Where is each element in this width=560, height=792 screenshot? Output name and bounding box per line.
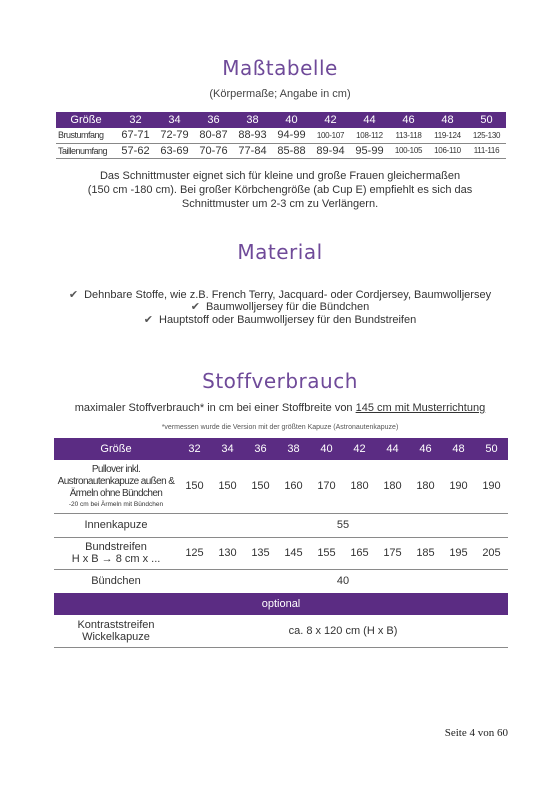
- size-table-header-cell: Größe: [56, 112, 116, 128]
- material-item-text: Hauptstoff oder Baumwolljersey für den Bundstreifen: [159, 314, 417, 326]
- table-cell: 106-110: [428, 143, 467, 158]
- fabric-table-header-cell: 44: [376, 438, 409, 460]
- stoffverbrauch-title: Stoffverbrauch: [202, 369, 358, 393]
- pullover-label-line: Austronautenkapuze außen &: [57, 475, 175, 487]
- fabric-table-header-cell: 46: [409, 438, 442, 460]
- fabric-table-header-cell: 34: [211, 438, 244, 460]
- table-cell: 135: [244, 537, 277, 569]
- table-row: [54, 537, 508, 569]
- table-cell: 195: [442, 537, 475, 569]
- table-cell: 119-124: [428, 128, 467, 143]
- table-cell: 108-112: [350, 128, 389, 143]
- fabric-table-header-cell: 50: [475, 438, 508, 460]
- stoffverbrauch-intro: [0, 402, 560, 414]
- row-label-brustumfang: Brustumfang: [56, 128, 116, 143]
- optional-label: optional: [54, 593, 508, 615]
- table-cell: 180: [376, 460, 409, 513]
- table-cell: 185: [409, 537, 442, 569]
- kontrast-label-line: Wickelkapuze: [82, 630, 150, 643]
- size-table-header-cell: 44: [350, 112, 389, 128]
- table-cell: 205: [475, 537, 508, 569]
- innenkapuze-value: 55: [178, 513, 508, 537]
- table-cell: 160: [277, 460, 310, 513]
- table-cell: 165: [343, 537, 376, 569]
- table-cell: 125: [178, 537, 211, 569]
- kontrast-value: ca. 8 x 120 cm (H x B): [178, 615, 508, 647]
- row-label-buendchen: Bündchen: [91, 575, 141, 588]
- row-label-taillenumfang: Taillenumfang: [56, 143, 116, 158]
- table-row: [54, 615, 508, 647]
- stoffbreite-underlined: 145 cm mit Musterrichtung: [355, 402, 486, 414]
- fabric-table-header-cell: 38: [277, 438, 310, 460]
- table-cell: 63-69: [155, 143, 194, 158]
- table-cell: 95-99: [350, 143, 389, 158]
- size-table-header-cell: 40: [272, 112, 311, 128]
- size-note-line: Das Schnittmuster eignet sich für kleine und große Frauen gleichermaßen: [99, 170, 461, 182]
- fabric-table-header-cell: 36: [244, 438, 277, 460]
- table-cell: 100-105: [389, 143, 428, 158]
- material-item-text: Dehnbare Stoffe, wie z.B. French Terry, Jacquard- oder Cordjersey, Baumwolljersey: [84, 289, 492, 301]
- check-icon: ✔: [68, 288, 79, 301]
- pullover-label-note: -20 cm bei Ärmeln mit Bündchen: [68, 500, 164, 508]
- bundstreifen-label-line: Bundstreifen: [85, 541, 147, 553]
- table-cell: 94-99: [272, 128, 311, 143]
- table-cell: 130: [211, 537, 244, 569]
- buendchen-value: 40: [336, 575, 350, 588]
- table-cell: 150: [178, 460, 211, 513]
- stoffverbrauch-footnote: *vermessen wurde die Version mit der größten Kapuze (Astronautenkapuze): [161, 424, 399, 431]
- row-label-pullover: [54, 460, 178, 513]
- size-table-header-cell: 42: [311, 112, 350, 128]
- material-item: [0, 300, 560, 313]
- fabric-table-header-cell: 42: [343, 438, 376, 460]
- table-row: [56, 143, 506, 158]
- size-table-header: [56, 112, 506, 128]
- table-cell: 57-62: [116, 143, 155, 158]
- size-note-line: (150 cm -180 cm). Bei großer Körbchengröße (ab Cup E) empfiehlt es sich das: [87, 184, 473, 196]
- table-cell: 150: [244, 460, 277, 513]
- table-row: [54, 569, 508, 593]
- table-row: [54, 513, 508, 537]
- table-cell: 175: [376, 537, 409, 569]
- size-table-header-cell: 34: [155, 112, 194, 128]
- fabric-table-header-cell: 48: [442, 438, 475, 460]
- table-cell: 180: [409, 460, 442, 513]
- table-cell: 100-107: [311, 128, 350, 143]
- size-note-line: Schnittmuster um 2-3 cm zu Verlängern.: [181, 198, 379, 210]
- table-cell: 150: [211, 460, 244, 513]
- table-cell: 89-94: [311, 143, 350, 158]
- table-row: [54, 460, 508, 513]
- fabric-table-header-cell: 40: [310, 438, 343, 460]
- table-cell: 80-87: [194, 128, 233, 143]
- table-cell: 88-93: [233, 128, 272, 143]
- pullover-label-line: Ärmeln ohne Bündchen: [69, 487, 163, 499]
- size-note: [70, 169, 490, 211]
- table-cell: 180: [343, 460, 376, 513]
- table-cell: 190: [475, 460, 508, 513]
- fabric-table-header-cell: 32: [178, 438, 211, 460]
- material-title: Material: [237, 240, 323, 264]
- optional-row: [54, 593, 508, 615]
- size-table-header-cell: 36: [194, 112, 233, 128]
- table-cell: 85-88: [272, 143, 311, 158]
- row-label-kontraststreifen: [54, 615, 178, 647]
- material-item: [0, 313, 560, 326]
- masstabelle-subtitle: (Körpermaße; Angabe in cm): [209, 88, 351, 100]
- fabric-table-header-cell: Größe: [54, 438, 178, 460]
- check-icon: ✔: [190, 300, 200, 313]
- masstabelle-title: Maßtabelle: [222, 56, 338, 80]
- table-cell: 67-71: [116, 128, 155, 143]
- pullover-label-line: Pullover inkl.: [91, 463, 141, 475]
- table-cell: 170: [310, 460, 343, 513]
- table-cell: 190: [442, 460, 475, 513]
- row-label-innenkapuze: Innenkapuze: [54, 513, 178, 537]
- table-cell: 111-116: [467, 143, 506, 158]
- bundstreifen-label-line: H x B → 8 cm x ...: [71, 553, 161, 565]
- page-number: Seite 4 von 60: [444, 727, 508, 739]
- table-cell: 155: [310, 537, 343, 569]
- size-table-header-cell: 48: [428, 112, 467, 128]
- size-table: [56, 112, 506, 159]
- check-icon: ✔: [143, 313, 153, 326]
- stoffverbrauch-intro-text: maximaler Stoffverbrauch* in cm bei einer Stoffbreite von: [74, 402, 356, 414]
- table-cell: 77-84: [233, 143, 272, 158]
- size-table-header-cell: 32: [116, 112, 155, 128]
- size-table-header-cell: 38: [233, 112, 272, 128]
- size-table-header-cell: 46: [389, 112, 428, 128]
- table-cell: 70-76: [194, 143, 233, 158]
- table-cell: 113-118: [389, 128, 428, 143]
- size-table-header-cell: 50: [467, 112, 506, 128]
- table-cell: 72-79: [155, 128, 194, 143]
- row-label-bundstreifen: [54, 537, 178, 569]
- fabric-table-header: [54, 438, 508, 460]
- kontrast-label-line: Kontraststreifen: [77, 618, 155, 631]
- fabric-table: [54, 438, 508, 648]
- table-cell: 125-130: [467, 128, 506, 143]
- material-item-text: Baumwolljersey für die Bündchen: [205, 301, 370, 313]
- table-cell: 145: [277, 537, 310, 569]
- table-row: [56, 128, 506, 143]
